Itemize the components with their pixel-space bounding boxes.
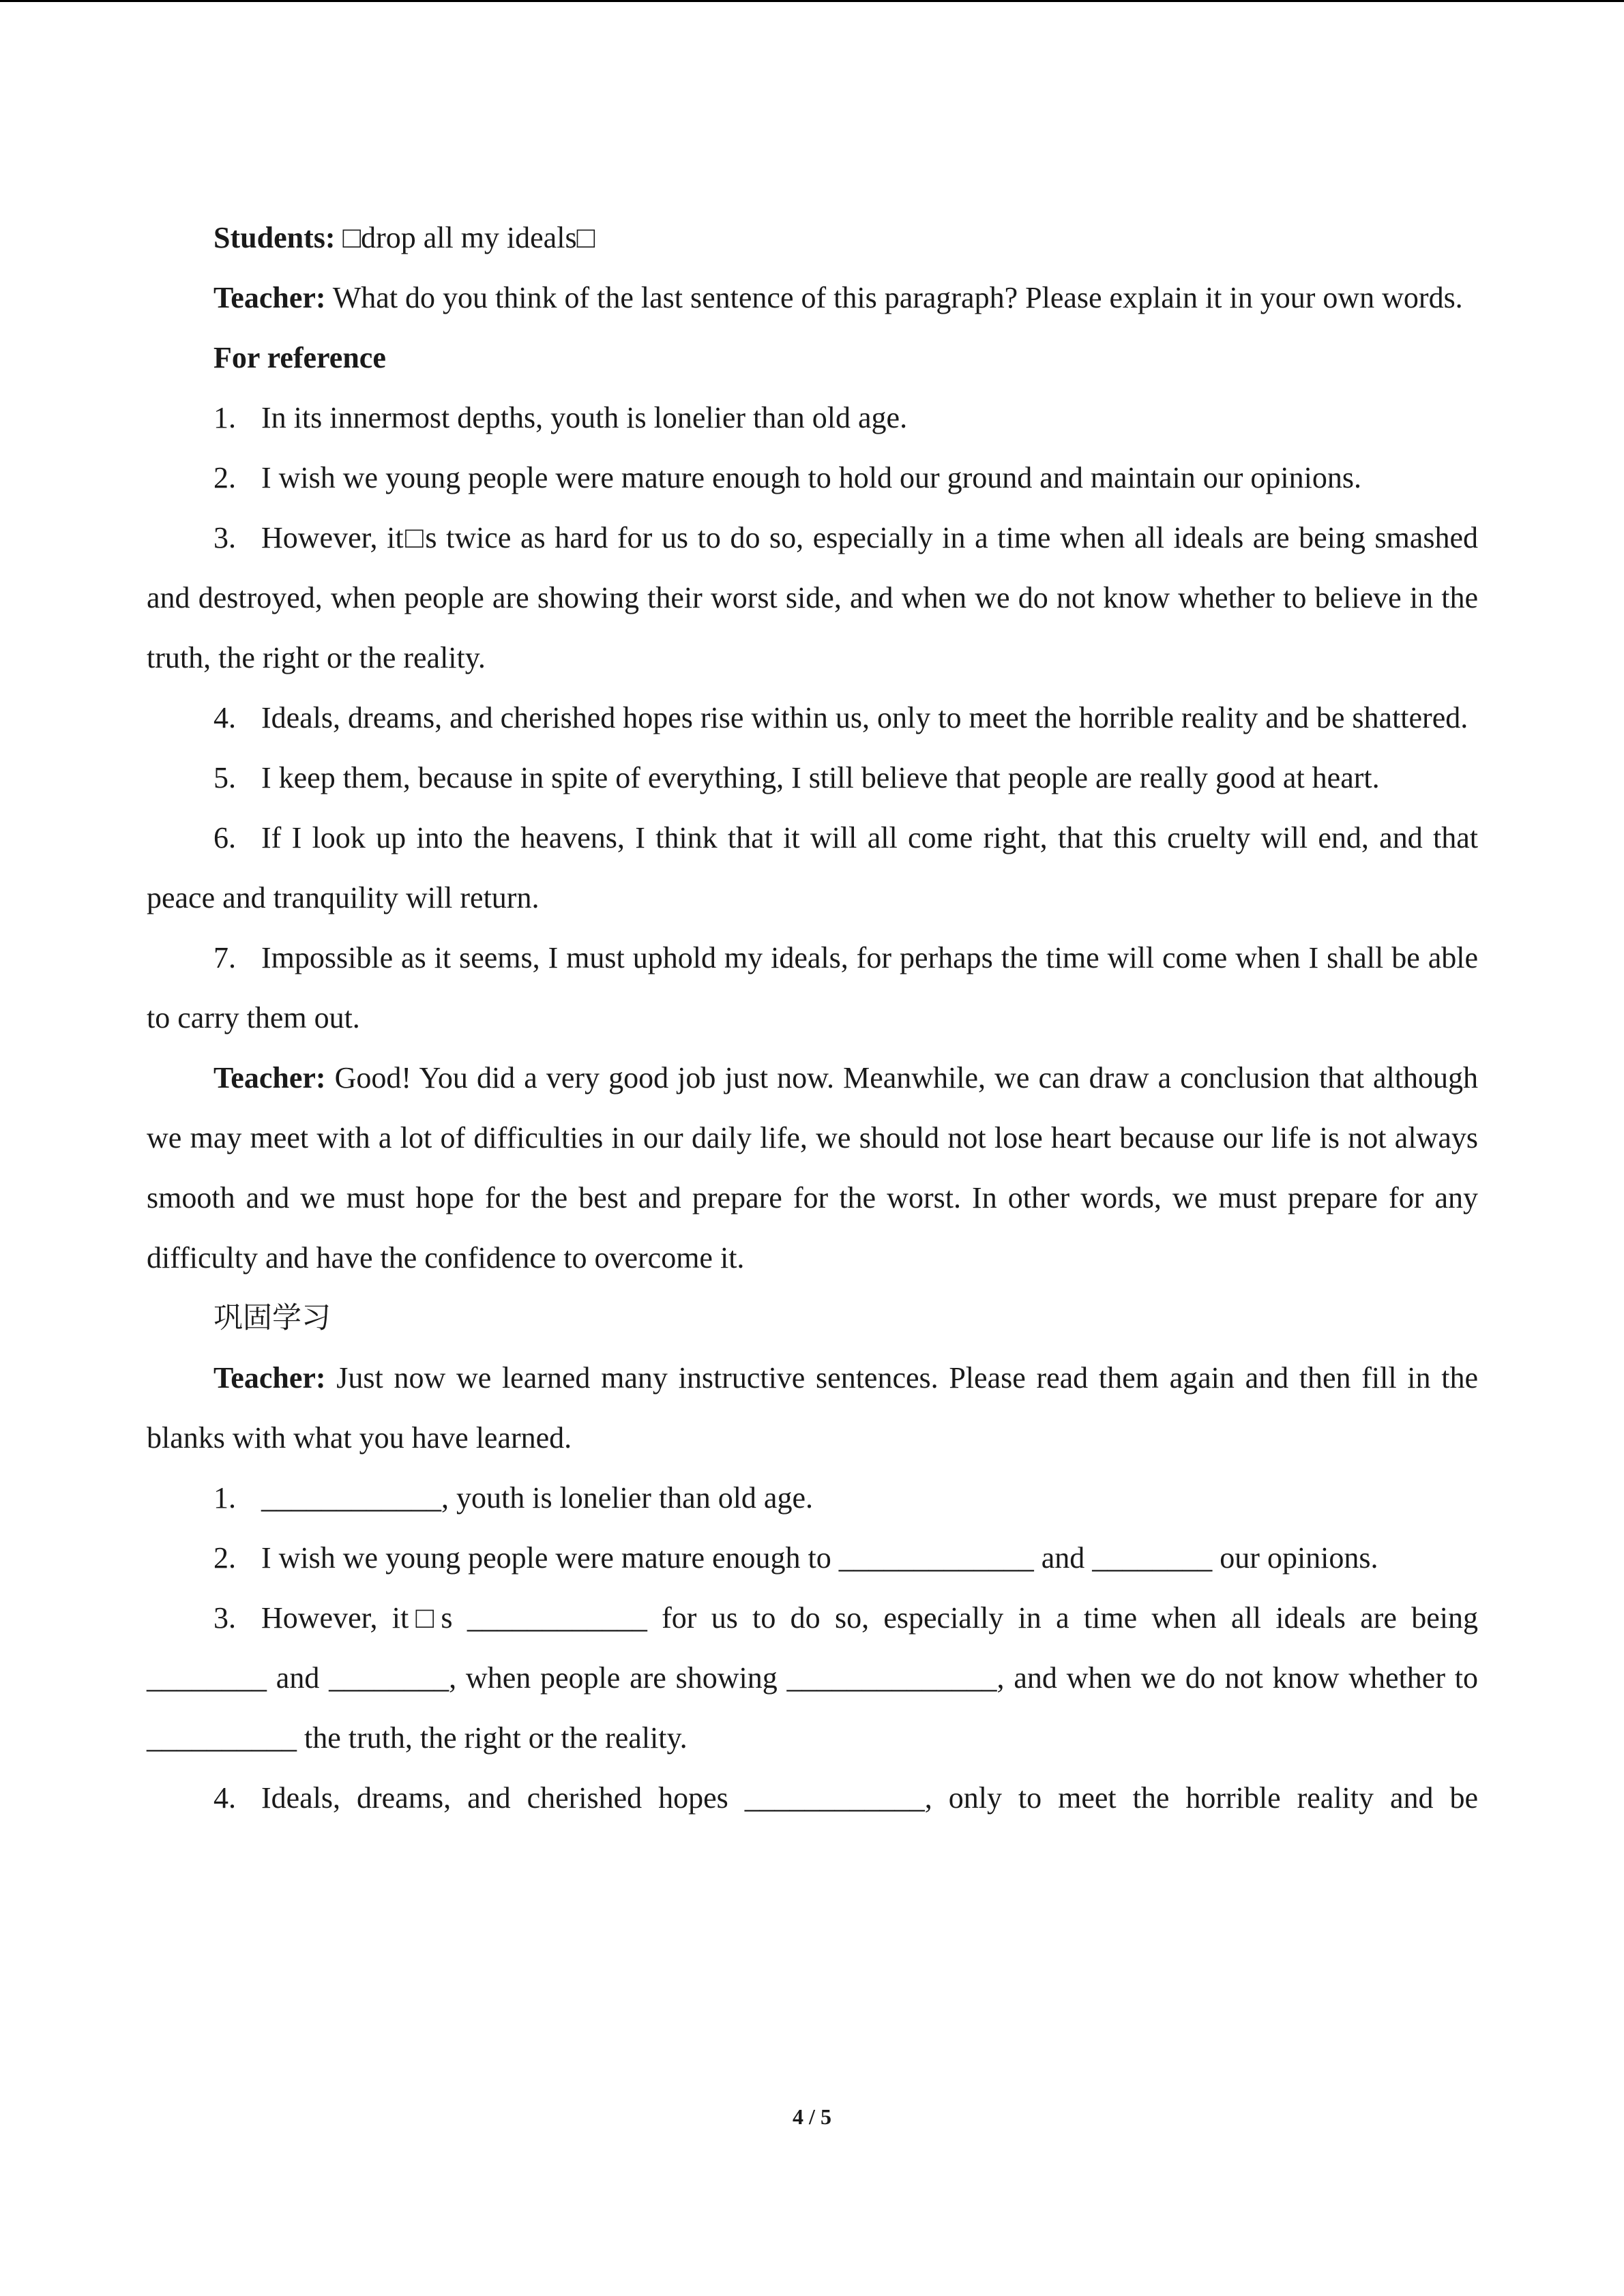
fill-item xyxy=(147,1468,1478,1528)
document-body xyxy=(147,208,1478,1828)
teacher-fill-instruction xyxy=(147,1348,1478,1468)
reference-item xyxy=(147,928,1478,1048)
reference-item xyxy=(147,808,1478,928)
page-number: 4 / 5 xyxy=(793,2104,831,2129)
item-text: Ideals, dreams, and cherished hopes rise within us, only to meet the horrible reality and be shattered. xyxy=(261,701,1468,734)
consolidation-heading: 巩固学习 xyxy=(213,1301,331,1335)
top-border-line xyxy=(0,0,1624,2)
item-text: I wish we young people were mature enough to _____________ and ________ our opinions. xyxy=(261,1541,1378,1575)
reference-item xyxy=(147,748,1478,808)
item-number: 3. xyxy=(213,521,236,554)
item-number: 6. xyxy=(213,821,236,854)
item-number: 4. xyxy=(213,701,236,734)
speaker-label: Teacher: xyxy=(213,1061,326,1094)
fill-item xyxy=(147,1768,1478,1828)
reference-heading: For reference xyxy=(213,341,386,374)
item-text: I keep them, because in spite of everything, I still believe that people are really good at heart. xyxy=(261,761,1380,794)
item-text: I wish we young people were mature enough to hold our ground and maintain our opinions. xyxy=(261,461,1362,494)
item-text: If I look up into the heavens, I think that it will all come right, that this cruelty will end, and that peace and tranquility will return. xyxy=(147,821,1478,914)
item-number: 2. xyxy=(213,461,236,494)
students-line xyxy=(147,208,1478,268)
item-text: Impossible as it seems, I must uphold my ideals, for perhaps the time will come when I shall be able to carry them out. xyxy=(147,941,1478,1034)
fill-item xyxy=(147,1588,1478,1768)
item-text: In its innermost depths, youth is lonelier than old age. xyxy=(261,401,908,434)
reference-item xyxy=(147,508,1478,688)
item-number: 5. xyxy=(213,761,236,794)
speaker-label: Teacher: xyxy=(213,1361,326,1395)
dialogue-text: □drop all my ideals□ xyxy=(335,221,595,254)
item-number: 2. xyxy=(213,1541,236,1575)
dialogue-text: Just now we learned many instructive sentences. Please read them again and then fill in the blanks with what you have learned. xyxy=(147,1361,1478,1455)
dialogue-text: Good! You did a very good job just now. Meanwhile, we can draw a conclusion that although we may meet with a lot of difficulties in our daily life, we should not lose heart because our life is not always smooth and we must hope for the best and prepare for the worst. In other words, we must prepare for any difficulty and have the confidence to overcome it. xyxy=(147,1061,1478,1274)
item-number: 7. xyxy=(213,941,236,974)
fill-item xyxy=(147,1528,1478,1588)
reference-item xyxy=(147,448,1478,508)
item-text: Ideals, dreams, and cherished hopes ____________, only to meet the horrible reality and be xyxy=(261,1781,1478,1815)
item-number: 3. xyxy=(213,1601,236,1635)
item-text: However, it□s twice as hard for us to do so, especially in a time when all ideals are being smashed and destroyed, when people are showing their worst side, and when we do not know whether to believe in the truth, the right or the reality. xyxy=(147,521,1478,674)
speaker-label: Students: xyxy=(213,221,336,254)
teacher-question xyxy=(147,268,1478,328)
speaker-label: Teacher: xyxy=(213,281,326,314)
item-text: However, it□s ____________ for us to do so, especially in a time when all ideals are being ________ and ________, when people are showing ______________, and when we do not know whether to __________ the truth, the right or the reality. xyxy=(147,1601,1478,1755)
item-number: 1. xyxy=(213,1481,236,1515)
item-number: 1. xyxy=(213,401,236,434)
reference-item xyxy=(147,688,1478,748)
item-number: 4. xyxy=(213,1781,236,1815)
teacher-conclusion xyxy=(147,1048,1478,1288)
reference-item xyxy=(147,388,1478,448)
item-text: ____________, youth is lonelier than old age. xyxy=(261,1481,813,1515)
dialogue-text: What do you think of the last sentence of this paragraph? Please explain it in your own words. xyxy=(325,281,1463,314)
